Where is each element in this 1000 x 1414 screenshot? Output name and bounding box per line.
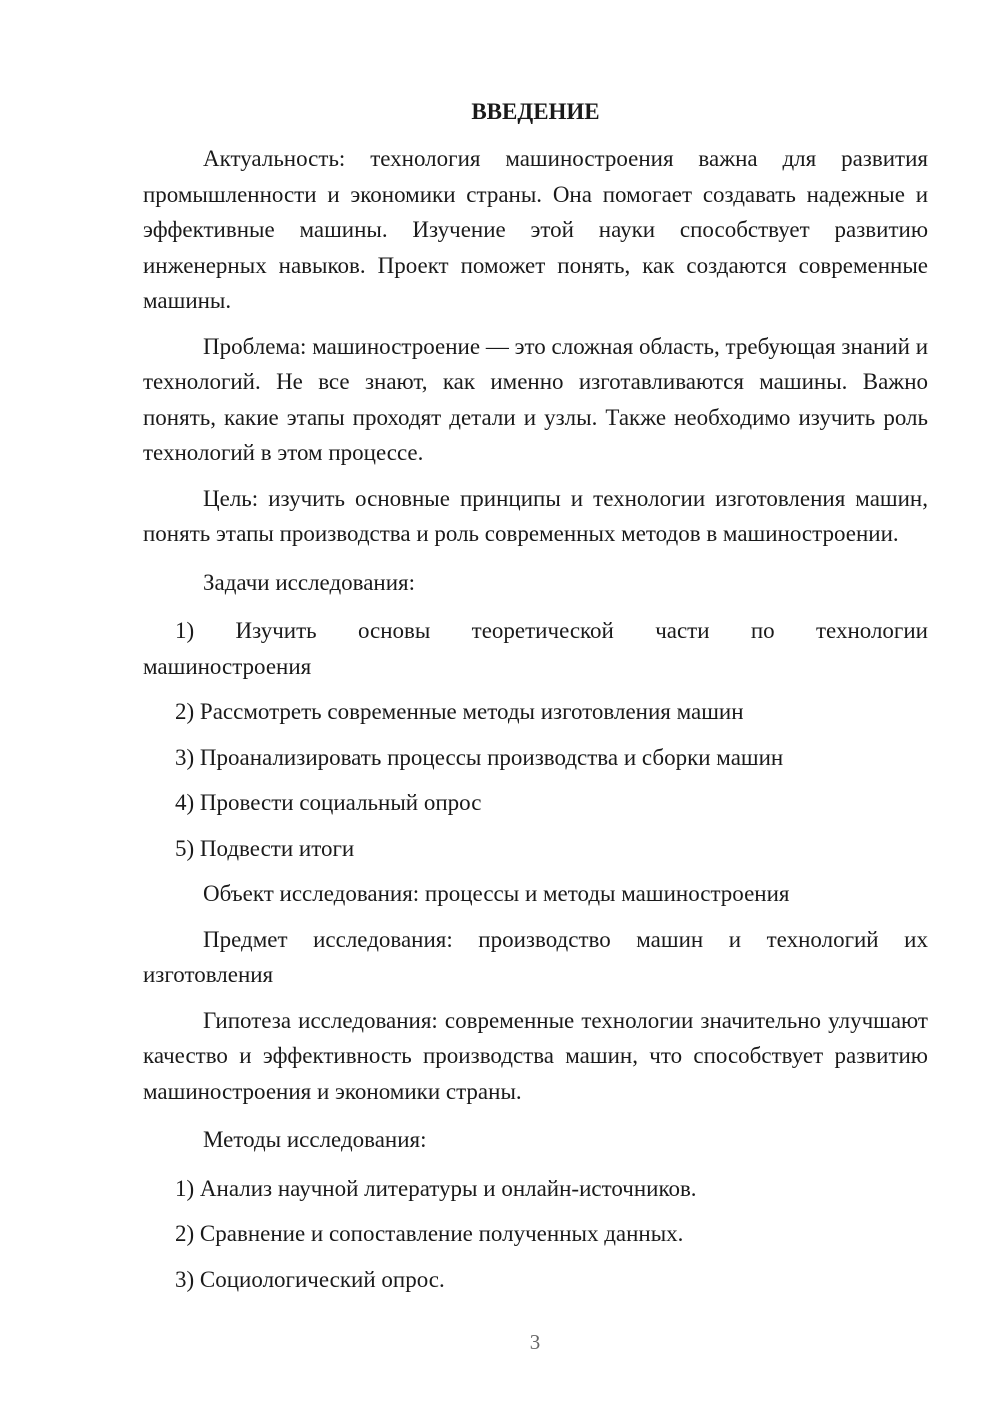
tasks-heading: Задачи исследования: bbox=[203, 569, 416, 595]
page-number: 3 bbox=[529, 1330, 541, 1354]
task-item-4: 4) Провести социальный опрос bbox=[175, 790, 482, 815]
task-item-1: 1) Изучить основы теоретической части по технологии bbox=[175, 618, 928, 643]
goal-paragraph: Цель: изучить основные принципы и технологии изготовления машин, понять этапы производства и роль современных методов в машиностроении. bbox=[143, 485, 928, 546]
methods-heading: Методы исследования: bbox=[203, 1127, 427, 1152]
tasks-list bbox=[143, 613, 928, 866]
subject-paragraph: Предмет исследования: производство машин и технологий их изготовления bbox=[143, 926, 928, 987]
task-item-5: 5) Подвести итоги bbox=[175, 835, 355, 861]
object-paragraph: Объект исследования: процессы и методы машиностроения bbox=[203, 881, 790, 906]
task-item-3: 3) Проанализировать процессы производства и сборки машин bbox=[175, 744, 784, 770]
page-content bbox=[143, 94, 928, 1307]
section-title: ВВЕДЕНИЕ bbox=[471, 99, 600, 124]
hypothesis-paragraph: Гипотеза исследования: современные технологии значительно улучшают качество и эффективность производства машин, что способствует развитию машиностроения и экономики страны. bbox=[143, 1007, 928, 1104]
methods-list bbox=[143, 1171, 928, 1298]
task-item-1-continuation: машиностроения bbox=[143, 653, 312, 679]
method-item-3: 3) Социологический опрос. bbox=[175, 1266, 445, 1292]
method-item-1: 1) Анализ научной литературы и онлайн-источников. bbox=[175, 1175, 697, 1201]
relevance-paragraph: Актуальность: технология машиностроения важна для развития промышленности и экономики страны. Она помогает создавать надежные и эффективные машины. Изучение этой науки способствует развитию инженерных навыков. Проект поможет понять, как создаются современные машины. bbox=[143, 146, 928, 313]
method-item-2: 2) Сравнение и сопоставление полученных данных. bbox=[175, 1221, 684, 1246]
task-item-2: 2) Рассмотреть современные методы изготовления машин bbox=[175, 699, 744, 724]
problem-paragraph: Проблема: машиностроение — это сложная область, требующая знаний и технологий. Не все знают, как именно изготавливаются машины. Важно понять, какие этапы проходят детали и узлы. Также необходимо изучить роль технологий в этом процессе. bbox=[143, 333, 928, 465]
